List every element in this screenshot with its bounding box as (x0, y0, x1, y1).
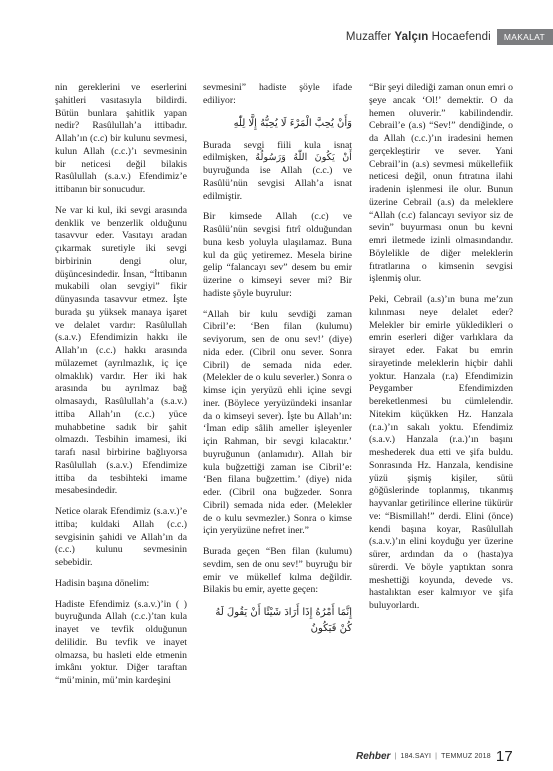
arabic-hadith: وَأَنْ يُحِبَّ الْمَرْءَ لَا يُحِبُّهُ إِلَّا لِلّٰهِ (233, 117, 352, 129)
author-bold: Yalçın (394, 31, 429, 43)
paragraph: Hadiste Efendimiz (s.a.v.)’in ( ) buyruğunda Allah (c.c.)’tan kula inayet ve tevfik olduğunun delilidir. Bu tevfik ve inayet olmazsa, bu hasleti elde etmenin imkânı yoktur. Diğer taraftan “mü’minin, mü’min kardeşini (55, 598, 187, 686)
author-first: Muzaffer (345, 31, 395, 43)
page-footer (356, 748, 513, 765)
paragraph: Peki, Cebrail (a.s)’ın buna me’zun kılınması neye delalet eder? Melekler bir emirle yükledikleri o emrin eserleri diğer varlıklara da sirayet eder. Fakat bu emrin sirayetinde meleklerin hiçbir dahli yoktur. Hanzala (r.a) Efendimizin Peygamber Efendimizden bereketlenmesi bu cümlelendir. Nitekim küçükken Hz. Hanzala (r.a.)’ın sakalı yoktu. Efendimiz (s.a.v.) Hanzala (r.a.)’ın başını meshederek dua etti ve şifa buldu. Sonrasında Hz. Hanzala, kendisine yüzü şişmiş kişiler, sütü göğüslerinde toplanmış, tıkanmış hayvanlar getirilince ellerine tükürür ve: “Bismillah!” derdi. Elini (önce) kendi başına koyar, Rasûlullah (s.a.v.)’ın elini koyduğu yer üzerine sürer, ardından da o (hasta)ya sürerdi. Ve böyle yaptıktan sonra meshettiği koyunda, devede vs. hastalıktan eser kalmıyor ve şifa buluyorlardı. (369, 294, 513, 611)
section-tag: MAKALAT (497, 29, 553, 45)
column-1 (55, 82, 187, 696)
paragraph: Burada geçen “Ben filan (kulumu) sevdim, sen de onu sev!” buyruğu bir emir ve mükellef kılma değildir. Bilakis bu emir, ayette geçen: (203, 546, 352, 596)
magazine-logo: Rehber (356, 751, 391, 762)
author-last: Hocaefendi (428, 31, 491, 43)
page-header (346, 28, 553, 46)
paragraph: Ne var ki kul, iki sevgi arasında denklik ve benzerlik olduğunu tasavvur eder. Vasıtayı aradan çıkarmak suretiyle iki sevgi birbirinin dengi olur, düşüncesindedir. İnsan, “İttibanın mukabili olan sevgiyi” fikir dünyasında tasavvur etmez. İşte burada şu yüksek manaya işaret ve delalet vardır: Rasûlullah (s.a.v.) Efendimizin hakkı ile Allah’ın (c.c.) hakkı arasında mülazemet (ayrılmazlık, iç içe olmaklık) vardır. Her iki hak arasında bu ayrılmaz bağ olmasaydı, Rasûlullah’a (s.a.v.) ittiba Allah’ın (c.c.) yüce muhabbetine sadık bir şahit olmazdı. Tesbihin imamesi, iki tarafı nasıl birbirine bağlıyorsa Rasûlullah (s.a.v.) Efendimize ittiba da tesbihteki imame mesabesindedir. (55, 204, 187, 497)
paragraph: Netice olarak Efendimiz (s.a.v.)’e ittiba; kuldaki Allah (c.c.) sevgisinin şahidi ve Allah’ın da (c.c.) kulunu sevmesinin sebebidir. (55, 506, 187, 568)
author-name (346, 31, 491, 43)
hadith-quote: “Allah bir kulu sevdiği zaman Cibril’e: ‘Ben filan (kulumu) seviyorum, sen de onu sev!’ (diye) nida eder. (Cibril onu sever. Sonra Cibril) de semada nida eder. (Melekler de o kulu severler.) Sonra o kimse için yeryüzü ehli içine sevgi iner. (Böylece yeryüzündeki insanlar da o kimseyi sever). İşte bu Allah’ın: ‘İman edip sâlih ameller işleyenler için Rahman, bir sevgi kılacaktır.’ buyruğunun (anlamıdır). Allah bir kula buğzettiği zaman ise Cibril’e: ‘Ben filana buğzettim.’ (diye) nida eder. (Cibril ona buğzeder. Sonra Cibril) semada nida eder. (Melekler de o kulu sevmezler.) Sonra o kimse için yeryüzüne nefret iner.” (203, 308, 352, 537)
paragraph: “Bir şeyi dilediği zaman onun emri o şeye ancak ‘Ol!’ demektir. O da hemen oluverir.” kabilindendir. Cebrail’e (a.s) “Sev!” dendiğinde, o da Allah (c.c.)’ın iradesini hemen gerçekleştirir ve sever. Yani Cebrail’in (a.s) sevmesi mükellefiik neticesi değil, onun fıtratına ilahi iradenin işlenmesi ile olur. Bunun üzerine Cebrail (a.s) da meleklere “Allah (c.c) falancayı seviyor siz de sevin” buyurması onun bu kevni emri iletmede izinli olmasındandır. Böylelikle de diğer meleklerin fıtratlarına o kimsenin sevgisi işlenmiş olur. (369, 82, 513, 285)
column-3 (369, 82, 513, 621)
paragraph: Bir kimsede Allah (c.c) ve Rasûlü’nün sevgisi fıtrî olduğundan buna kesb yoluyla ulaşılamaz. Buna kul da güç yetiremez. Mesela birine gelip “falancayı sev” desem bu emir üzerine o kimseyi sever mi? Bir hadiste şöyle buyrulur: (203, 211, 352, 299)
paragraph: Hadisin başına dönelim: (55, 577, 150, 589)
footer-divider: | (394, 753, 397, 760)
page-number: 17 (495, 748, 513, 765)
issue-date: TEMMUZ 2018 (441, 753, 491, 760)
issue-number: 184.SAYI (400, 753, 432, 760)
paragraph: Burada sevgi fiili kula isnat edilmişken, أَنْ يَكُونَ اللّٰهُ وَرَسُولُهُ buyruğunda ise Allah (c.c.) ve Rasûlü’nün sevgisi Allah’a isnat edilmiştir. (203, 139, 353, 202)
paragraph: sevmesini” hadiste şöyle ifade ediliyor: (203, 82, 352, 106)
arabic-verse: إِنَّمَا أَمْرُهُ إِذَا أَرَادَ شَيْئًا أَنْ يَقُولَ لَهُ كُنْ فَيَكُونُ (215, 607, 352, 634)
paragraph: nin gereklerini ve eserlerini şahitleri vasıtasıyla bildirdi. Bütün bunlara şahitlik yapan nedir? Rasûlullah’a ittibadır. Allah’ın (c.c) bir kulunu sevmesi, kulun Allah (c.c.)’ı sevmesinin bir neticesi değil bilakis Rasûlullah (s.a.v.) Efendimiz’e ittibanın bir sonucudur. (55, 82, 187, 195)
footer-divider: | (435, 753, 438, 760)
column-2 (203, 82, 352, 645)
